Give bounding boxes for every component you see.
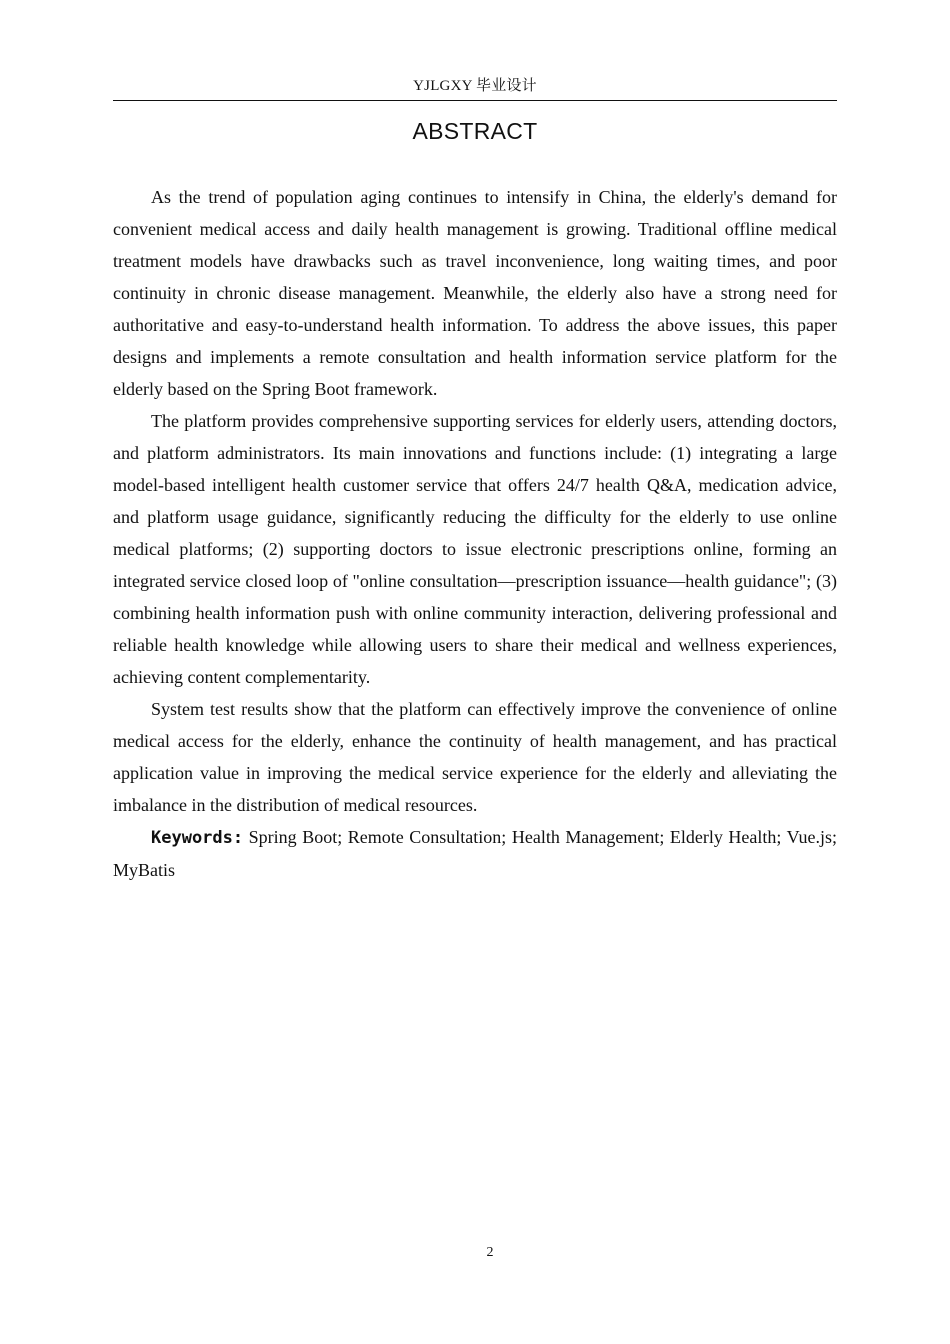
keywords-text: Spring Boot; Remote Consultation; Health Management; Elderly Health; Vue.js; MyBatis [113,827,837,880]
page-title: ABSTRACT [412,118,538,144]
running-header: YJLGXY 毕业设计 [413,78,537,94]
keywords-label: Keywords: [151,828,244,848]
abstract-body [113,181,837,886]
abstract-paragraph-3: System test results show that the platform can effectively improve the convenience of online medical access for the elderly, enhance the continuity of health management, and has practical application value in improving the medical service experience for the elderly and alleviating the imbalance in the distribution of medical resources. [113,699,837,815]
abstract-paragraph-1: As the trend of population aging continues to intensify in China, the elderly's demand for convenient medical access and daily health management is growing. Traditional offline medical treatment models have drawbacks such as travel inconvenience, long waiting times, and poor continuity in chronic disease management. Meanwhile, the elderly also have a strong need for authoritative and easy-to-understand health information. To address the above issues, this paper designs and implements a remote consultation and health information service platform for the elderly based on the Spring Boot framework. [113,187,837,399]
keywords-line [113,821,837,886]
abstract-paragraph-2: The platform provides comprehensive supporting services for elderly users, attending doctors, and platform administrators. Its main innovations and functions include: (1) integrating a large model-based intelligent health customer service that offers 24/7 health Q&A, medication advice, and platform usage guidance, significantly reducing the difficulty for the elderly to use online medical platforms; (2) supporting doctors to issue electronic prescriptions online, forming an integrated service closed loop of "online consultation—prescription issuance—health guidance"; (3) combining health information push with online community interaction, delivering professional and reliable health knowledge while allowing users to share their medical and wellness experiences, achieving content complementarity. [113,411,837,687]
header-divider [113,100,837,101]
page-number: 2 [486,1245,494,1260]
